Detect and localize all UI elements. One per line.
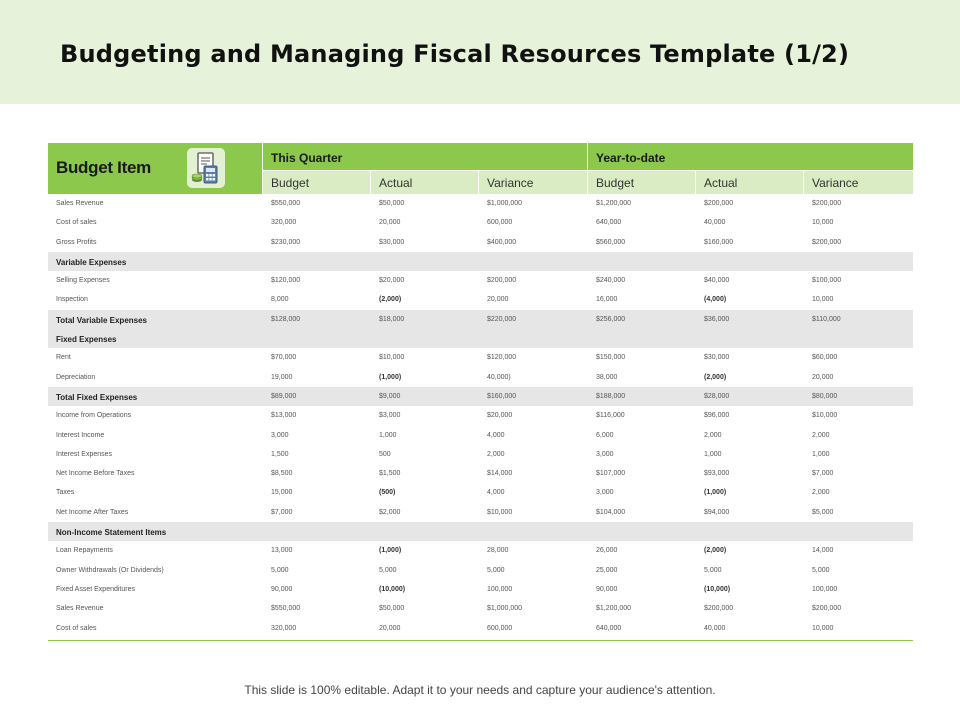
table-cell: $20,000: [379, 277, 405, 285]
table-cell: 26,000: [596, 547, 618, 555]
table-cell: $200,000: [704, 605, 734, 613]
table-cell: $100,000: [812, 277, 842, 285]
table-cell: $94,000: [704, 508, 730, 516]
table-cell: $128,000: [271, 315, 301, 323]
row-label: Rent: [56, 354, 71, 362]
budget-calculator-icon: [187, 148, 225, 188]
table-cell: 16,000: [596, 296, 618, 304]
table-cell: $240,000: [596, 277, 626, 285]
table-cell: 500: [379, 450, 391, 458]
table-cell: 5,000: [487, 566, 505, 574]
table-cell: 3,000: [596, 450, 614, 458]
table-cell: (1,000): [704, 489, 727, 497]
row-label: Income from Operations: [56, 412, 132, 420]
table-cell: 1,000: [379, 431, 397, 439]
subheader-label: Variance: [812, 176, 859, 190]
row-label: Cost of sales: [56, 219, 97, 227]
row-label: Sales Revenue: [56, 605, 104, 613]
row-label: Fixed Expenses: [56, 335, 117, 345]
table-row: [48, 213, 913, 232]
section-row: [48, 252, 913, 271]
table-cell: 40,000): [487, 373, 511, 381]
table-cell: 15,000: [271, 489, 293, 497]
subheader-label: Actual: [704, 176, 738, 190]
table-cell: (2,000): [704, 373, 727, 381]
table-cell: $256,000: [596, 315, 626, 323]
table-row: [48, 290, 913, 309]
section-row: [48, 329, 913, 348]
table-cell: $160,000: [704, 238, 734, 246]
table-row: [48, 406, 913, 425]
row-label: Inspection: [56, 296, 88, 304]
table-row: [48, 503, 913, 522]
table-cell: 5,000: [812, 566, 830, 574]
table-cell: 20,000: [379, 219, 401, 227]
table-cell: $50,000: [379, 605, 405, 613]
table-cell: 600,000: [487, 624, 513, 632]
year-to-date-header: [588, 143, 913, 170]
budget-item-header: [48, 143, 262, 194]
table-cell: (1,000): [379, 547, 402, 555]
table-cell: $1,200,000: [596, 605, 632, 613]
table-cell: 3,000: [271, 431, 289, 439]
table-cell: 28,000: [487, 547, 509, 555]
row-label: Loan Repayments: [56, 547, 113, 555]
table-row: [48, 561, 913, 580]
table-cell: 10,000: [812, 296, 834, 304]
table-cell: $550,000: [271, 200, 301, 207]
table-cell: $30,000: [704, 354, 730, 362]
table-cell: $116,000: [596, 412, 625, 420]
table-cell: $1,000,000: [487, 200, 523, 207]
subheader-ytd-variance: [804, 171, 913, 194]
row-label: Variable Expenses: [56, 257, 127, 267]
subheader-quarter-variance: [479, 171, 587, 194]
table-cell: 100,000: [812, 585, 838, 593]
table-cell: 40,000: [704, 624, 726, 632]
subheader-label: Budget: [271, 176, 310, 190]
table-cell: 100,000: [487, 585, 513, 593]
table-row: [48, 464, 913, 483]
table-cell: $120,000: [271, 277, 301, 285]
row-label: Depreciation: [56, 373, 96, 381]
table-cell: $93,000: [704, 470, 730, 478]
subheader-quarter-actual: [371, 171, 478, 194]
table-cell: $10,000: [379, 354, 405, 362]
table-cell: $14,000: [487, 470, 513, 478]
table-cell: 10,000: [812, 219, 834, 227]
table-row: [48, 348, 913, 367]
subheader-label: Budget: [596, 176, 635, 190]
table-cell: $550,000: [271, 605, 301, 613]
row-label: Sales Revenue: [56, 200, 104, 207]
table-cell: 5,000: [704, 566, 722, 574]
table-cell: 320,000: [271, 219, 297, 227]
page-title: Budgeting and Managing Fiscal Resources Template (1/2): [60, 40, 850, 68]
table-cell: $5,000: [812, 508, 834, 516]
table-row: [48, 619, 913, 638]
table-cell: (10,000): [379, 585, 406, 593]
table-cell: $230,000: [271, 238, 301, 246]
table-cell: (500): [379, 489, 396, 497]
table-row: [48, 599, 913, 618]
table-cell: $150,000: [596, 354, 626, 362]
table-bottom-rule: [48, 640, 913, 641]
table-cell: $28,000: [704, 392, 730, 400]
table-cell: 640,000: [596, 219, 622, 227]
table-cell: 90,000: [596, 585, 618, 593]
subheader-label: Variance: [487, 176, 534, 190]
table-cell: 25,000: [596, 566, 618, 574]
table-cell: 20,000: [812, 373, 834, 381]
table-cell: $7,000: [812, 470, 834, 478]
total-row: [48, 387, 913, 406]
table-cell: $3,000: [379, 412, 401, 420]
table-row: [48, 426, 913, 445]
row-label: Gross Profits: [56, 238, 97, 246]
table-cell: $10,000: [487, 508, 513, 516]
table-cell: 20,000: [487, 296, 509, 304]
table-cell: 5,000: [271, 566, 289, 574]
table-cell: $18,000: [379, 315, 405, 323]
budget-item-label: Budget Item: [56, 158, 151, 177]
table-cell: $96,000: [704, 412, 730, 420]
row-label: Interest Income: [56, 431, 105, 439]
table-row: [48, 580, 913, 599]
table-cell: 1,500: [271, 450, 289, 458]
row-label: Fixed Asset Expenditures: [56, 585, 135, 593]
table-cell: $200,000: [704, 200, 734, 207]
table-cell: 5,000: [379, 566, 397, 574]
table-cell: (2,000): [379, 296, 402, 304]
row-label: Non-Income Statement Items: [56, 528, 167, 538]
table-cell: 640,000: [596, 624, 622, 632]
footer-note: This slide is 100% editable. Adapt it to your needs and capture your audience's attention.: [244, 683, 716, 697]
table-cell: $50,000: [379, 200, 405, 207]
row-label: Net Income Before Taxes: [56, 470, 135, 478]
this-quarter-header: [263, 143, 587, 170]
table-cell: 8,000: [271, 296, 289, 304]
table-cell: (1,000): [379, 373, 402, 381]
table-cell: $60,000: [812, 354, 838, 362]
row-label: Net Income After Taxes: [56, 508, 129, 516]
table-cell: $200,000: [812, 200, 842, 207]
table-cell: $1,200,000: [596, 200, 632, 207]
table-row: [48, 541, 913, 560]
table-cell: $104,000: [596, 508, 626, 516]
table-cell: $200,000: [812, 605, 842, 613]
table-row: [48, 368, 913, 387]
subheader-quarter-budget: [263, 171, 370, 194]
table-row: [48, 233, 913, 252]
table-cell: $200,000: [487, 277, 517, 285]
table-cell: 4,000: [487, 431, 505, 439]
row-label: Total Fixed Expenses: [56, 392, 138, 402]
table-cell: $10,000: [812, 412, 838, 420]
table-cell: $40,000: [704, 277, 730, 285]
table-cell: 4,000: [487, 489, 505, 497]
subheader-label: Actual: [379, 176, 413, 190]
table-cell: $107,000: [596, 470, 626, 478]
table-header: [48, 143, 913, 194]
table-cell: 1,000: [812, 450, 830, 458]
table-cell: $20,000: [487, 412, 513, 420]
subheader-ytd-actual: [696, 171, 803, 194]
budget-table: [48, 143, 913, 641]
row-label: Selling Expenses: [56, 277, 110, 285]
table-cell: $80,000: [812, 392, 838, 400]
table-cell: $160,000: [487, 392, 517, 400]
table-row: [48, 271, 913, 290]
table-row: [48, 194, 913, 213]
table-cell: 40,000: [704, 219, 726, 227]
table-cell: $400,000: [487, 238, 517, 246]
row-label: Owner Withdrawals (Or Dividends): [56, 566, 164, 574]
row-label: Cost of sales: [56, 624, 97, 632]
table-cell: 320,000: [271, 624, 297, 632]
table-cell: $13,000: [271, 412, 297, 420]
table-cell: 3,000: [596, 489, 614, 497]
table-cell: $36,000: [704, 315, 730, 323]
table-cell: $220,000: [487, 315, 517, 323]
table-cell: (10,000): [704, 585, 731, 593]
row-label: Taxes: [56, 489, 75, 497]
row-label: Interest Expenses: [56, 450, 113, 458]
table-row: [48, 483, 913, 502]
table-cell: $1,500: [379, 470, 401, 478]
table-cell: $7,000: [271, 508, 293, 516]
table-cell: $120,000: [487, 354, 517, 362]
table-cell: $30,000: [379, 238, 405, 246]
subheader-ytd-budget: [588, 171, 695, 194]
table-cell: 20,000: [379, 624, 401, 632]
table-cell: 6,000: [596, 431, 614, 439]
table-cell: $9,000: [379, 392, 401, 400]
table-cell: 38,000: [596, 373, 618, 381]
table-cell: 1,000: [704, 450, 722, 458]
table-cell: $89,000: [271, 392, 297, 400]
table-cell: 90,000: [271, 585, 293, 593]
table-row: [48, 445, 913, 464]
table-cell: 2,000: [812, 431, 830, 439]
table-cell: 10,000: [812, 624, 834, 632]
table-cell: (2,000): [704, 547, 727, 555]
section-row: [48, 522, 913, 541]
table-cell: $560,000: [596, 238, 626, 246]
table-cell: $8,500: [271, 470, 293, 478]
table-cell: 2,000: [704, 431, 722, 439]
table-cell: $2,000: [379, 508, 401, 516]
table-cell: $1,000,000: [487, 605, 523, 613]
table-cell: 19,000: [271, 373, 293, 381]
table-cell: $110,000: [812, 315, 841, 323]
year-to-date-label: Year-to-date: [596, 151, 666, 165]
table-cell: $188,000: [596, 392, 626, 400]
table-cell: (4,000): [704, 296, 727, 304]
row-label: Total Variable Expenses: [56, 315, 148, 325]
table-body: [48, 194, 913, 638]
table-cell: $70,000: [271, 354, 297, 362]
total-row: [48, 310, 913, 329]
table-cell: 2,000: [487, 450, 505, 458]
table-cell: 14,000: [812, 547, 834, 555]
this-quarter-label: This Quarter: [271, 151, 343, 165]
table-cell: 13,000: [271, 547, 293, 555]
table-cell: 600,000: [487, 219, 513, 227]
table-cell: $200,000: [812, 238, 842, 246]
table-cell: 2,000: [812, 489, 830, 497]
